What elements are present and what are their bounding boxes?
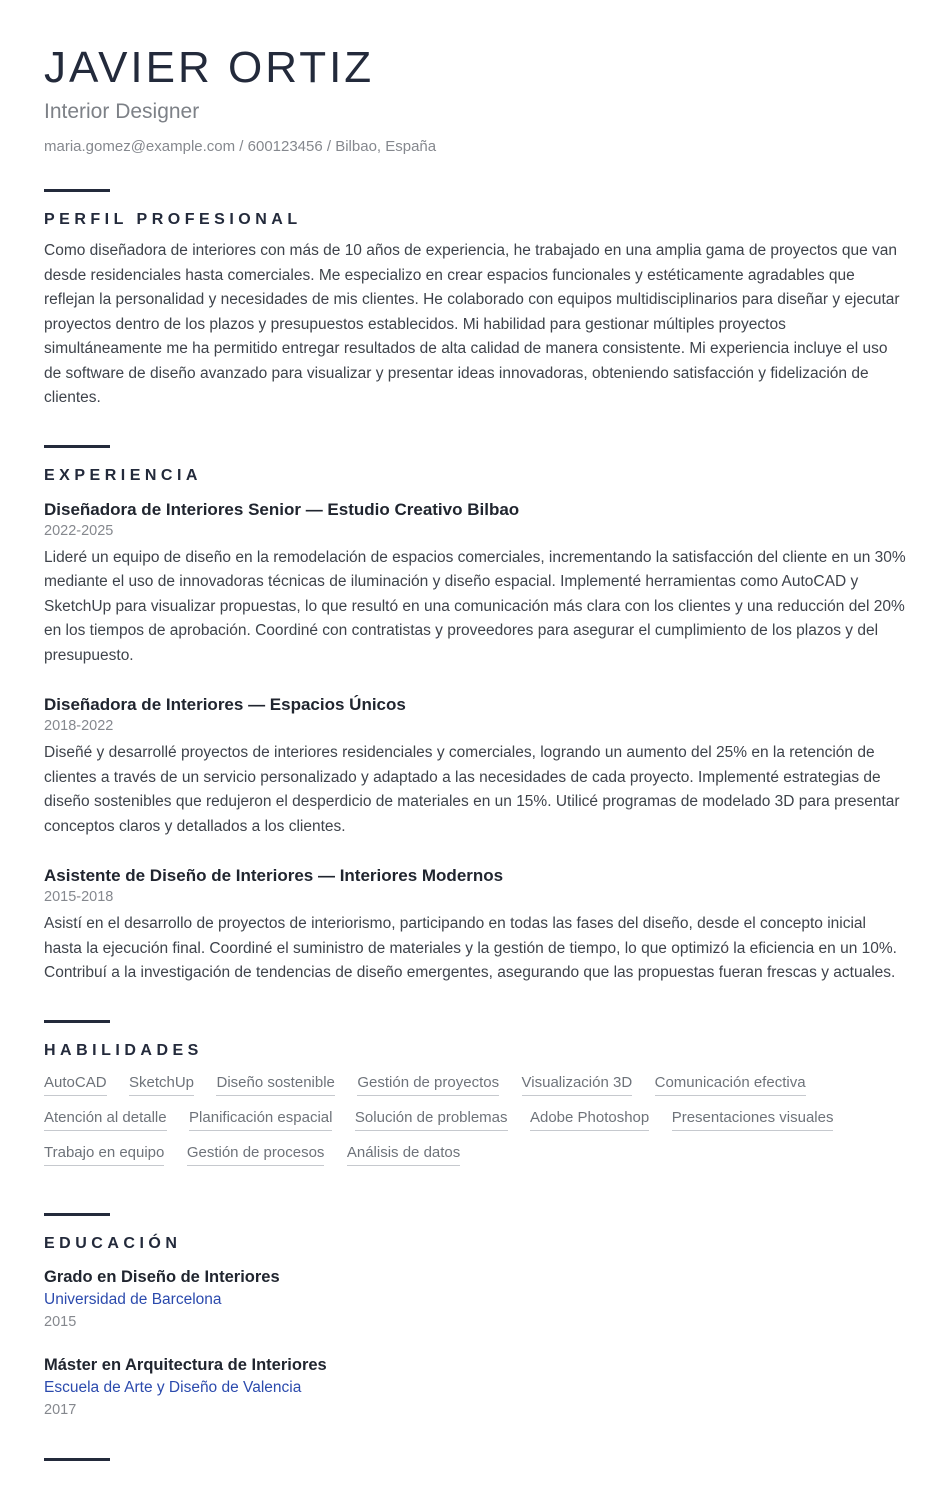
contact-line: maria.gomez@example.com / 600123456 / Bilbao, España <box>44 138 437 155</box>
section-skills <box>44 1020 908 1179</box>
section-education <box>44 1213 908 1418</box>
section-divider <box>44 1213 110 1216</box>
skill-item: Visualización 3D <box>522 1074 633 1096</box>
job-dates: 2022-2025 <box>44 522 114 539</box>
skills-list <box>44 1074 908 1179</box>
skills-heading: HABILIDADES <box>44 1041 203 1059</box>
skill-item: Adobe Photoshop <box>530 1109 649 1131</box>
skill-item: Solución de problemas <box>355 1109 508 1131</box>
candidate-job-title: Interior Designer <box>44 100 200 123</box>
skill-item: Presentaciones visuales <box>672 1109 834 1131</box>
school-link[interactable]: Universidad de Barcelona <box>44 1290 222 1308</box>
skill-item: Gestión de procesos <box>187 1144 325 1166</box>
job-entry <box>44 866 908 986</box>
resume-header <box>44 43 908 155</box>
skill-item: Trabajo en equipo <box>44 1144 164 1166</box>
degree-title: Máster en Arquitectura de Interiores <box>44 1355 327 1374</box>
skill-item: SketchUp <box>129 1074 194 1096</box>
job-title: Asistente de Diseño de Interiores — Interiores Modernos <box>44 866 504 885</box>
skill-item: Comunicación efectiva <box>655 1074 806 1096</box>
section-divider <box>44 189 110 192</box>
job-title: Diseñadora de Interiores Senior — Estudio Creativo Bilbao <box>44 499 520 519</box>
job-description: Diseñé y desarrollé proyectos de interiores residenciales y comerciales, logrando un aumento del 25% en la retención de clientes a través de un servicio personalizado y adaptado a las necesidades de cada proyecto. Implementé estrategias de diseño sostenibles que redujeron el desperdicio de materiales en un 15%. Utilicé programas de modelado 3D para presentar conceptos claros y detallados a los clientes. <box>44 744 900 835</box>
job-description: Lideré un equipo de diseño en la remodelación de espacios comerciales, incrementando la satisfacción del cliente en un 30% mediante el uso de innovadoras técnicas de iluminación y diseño espacial. Implementé herramientas como AutoCAD y SketchUp para visualizar propuestas, lo que resultó en una comunicación más clara con los clientes y una reducción del 20% en los tiempos de aprobación. Coordiné con contratistas y proveedores para asegurar el cumplimiento de los plazos y del presupuesto. <box>44 548 906 664</box>
job-description: Asistí en el desarrollo de proyectos de interiorismo, participando en todas las fases del diseño, desde el concepto inicial hasta la ejecución final. Coordiné el suministro de materiales y la gestión de tiempo, lo que optimizó la eficiencia en un 10%. Contribuí a la investigación de tendencias de diseño emergentes, asegurando que las propuestas fueran frescas y actuales. <box>44 915 897 981</box>
skill-item: Análisis de datos <box>347 1144 460 1166</box>
section-divider <box>44 1020 110 1023</box>
job-entry <box>44 500 908 669</box>
candidate-name: JAVIER ORTIZ <box>44 43 375 92</box>
section-divider <box>44 445 110 448</box>
section-experience <box>44 445 908 986</box>
job-dates: 2015-2018 <box>44 889 114 905</box>
degree-title: Grado en Diseño de Interiores <box>44 1267 280 1286</box>
bottom-divider <box>44 1458 110 1461</box>
job-entry <box>44 695 908 839</box>
job-title: Diseñadora de Interiores — Espacios Únicos <box>44 695 406 714</box>
school-link[interactable]: Escuela de Arte y Diseño de Valencia <box>44 1378 302 1396</box>
education-heading: EDUCACIÓN <box>44 1234 182 1252</box>
skill-item: Planificación espacial <box>189 1109 332 1131</box>
skill-item: Atención al detalle <box>44 1109 167 1131</box>
education-entry <box>44 1268 908 1330</box>
job-dates: 2018-2022 <box>44 718 114 734</box>
skill-item: Diseño sostenible <box>216 1074 334 1096</box>
skill-item: AutoCAD <box>44 1074 107 1096</box>
education-entry <box>44 1356 908 1418</box>
profile-text: Como diseñadora de interiores con más de 10 años de experiencia, he trabajado en una amplia gama de proyectos que van desde residenciales hasta comerciales. Me especializo en crear espacios funcionales y estéticamente agradables que reflejan la personalidad y necesidades de mis clientes. He colaborado con equipos multidisciplinarios para diseñar y ejecutar proyectos dentro de los plazos y presupuestos establecidos. Mi habilidad para gestionar múltiples proyectos simultáneamente me ha permitido entregar resultados de alta calidad de manera consistente. Mi experiencia incluye el uso de software de diseño avanzado para visualizar y presentar ideas innovadoras, obteniendo satisfacción y fidelización de clientes. <box>44 242 900 406</box>
education-year: 2017 <box>44 1401 77 1418</box>
profile-heading: PERFIL PROFESIONAL <box>44 211 302 228</box>
skill-item: Gestión de proyectos <box>357 1074 499 1096</box>
experience-heading: EXPERIENCIA <box>44 466 202 484</box>
section-profile <box>44 189 908 411</box>
education-year: 2015 <box>44 1313 77 1330</box>
